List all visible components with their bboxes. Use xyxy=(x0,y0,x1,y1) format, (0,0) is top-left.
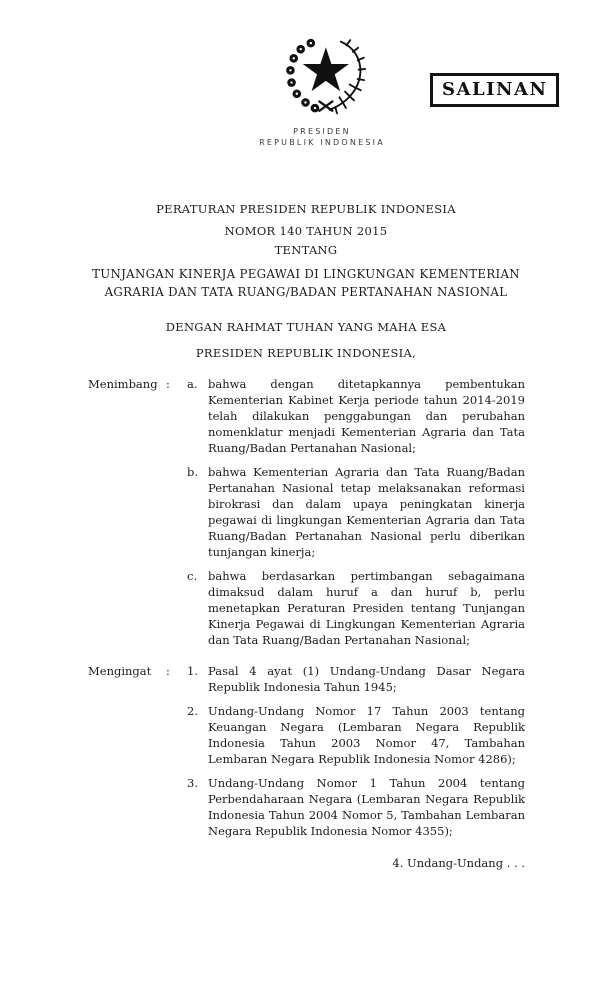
section-label: Mengingat xyxy=(88,664,152,678)
item-marker: 1. xyxy=(187,664,198,678)
title-block xyxy=(0,201,612,360)
section-colon: : xyxy=(166,377,170,391)
item-marker: 2. xyxy=(187,704,198,718)
regulation-subject-line1: TUNJANGAN KINERJA PEGAWAI DI LINGKUNGAN KEMENTERIAN xyxy=(92,267,520,281)
catchword: 4. Undang-Undang . . . xyxy=(392,856,525,870)
section-colon: : xyxy=(166,664,170,678)
salinan-stamp: SALINAN xyxy=(430,73,559,107)
recalling-item xyxy=(187,703,525,767)
section-considering xyxy=(88,376,525,656)
regulation-subject-line2: AGRARIA DAN TATA RUANG/BADAN PERTANAHAN NASIONAL xyxy=(104,285,508,299)
item-text: bahwa dengan ditetapkannya pembentukan Kementerian Kabinet Kerja periode tahun 2014-2019 telah dilakukan penggabungan dan perubahan nomenklatur menjadi Kementerian Agraria dan Tata Ruang/Badan Pertanahan Nasional; xyxy=(208,377,525,455)
document-body xyxy=(88,376,525,871)
considering-item xyxy=(187,376,525,456)
item-text: bahwa Kementerian Agraria dan Tata Ruang/Badan Pertanahan Nasional tetap melaksanakan reformasi birokrasi dan dalam upaya peningkatan kinerja pegawai di lingkungan Kementerian Agraria dan Tata Ruang/Badan Pertanahan Nasional perlu diberikan tunjangan kinerja; xyxy=(208,465,525,559)
considering-item xyxy=(187,568,525,648)
regulation-number: NOMOR 140 TAHUN 2015 xyxy=(224,224,388,238)
item-text: Undang-Undang Nomor 1 Tahun 2004 tentang Perbendaharaan Negara (Lembaran Negara Republik Indonesia Tahun 2004 Nomor 5, Tambahan Lembaran Negara Republik Indonesia Nomor 4355); xyxy=(208,776,525,838)
recalling-item xyxy=(187,775,525,839)
regulation-title: PERATURAN PRESIDEN REPUBLIK INDONESIA xyxy=(156,202,456,216)
enacting-authority-line: PRESIDEN REPUBLIK INDONESIA, xyxy=(195,346,417,360)
item-marker: b. xyxy=(187,465,199,479)
item-marker: c. xyxy=(187,569,198,583)
letterhead-line1: PRESIDEN xyxy=(293,127,351,136)
considering-item xyxy=(187,464,525,560)
recalling-item xyxy=(187,663,525,695)
presidential-seal-icon xyxy=(276,36,372,122)
star-wreath-icon xyxy=(276,36,372,122)
item-text: Undang-Undang Nomor 17 Tahun 2003 tentang Keuangan Negara (Lembaran Negara Republik Indonesia Tahun 2003 Nomor 47, Tambahan Lembaran Negara Republik Indonesia Nomor 4286); xyxy=(208,704,525,766)
item-text: bahwa berdasarkan pertimbangan sebagaimana dimaksud dalam huruf a dan huruf b, perlu menetapkan Peraturan Presiden tentang Tunjangan Kinerja Pegawai di Lingkungan Kementerian Agraria dan Tata Ruang/Badan Pertanahan Nasional; xyxy=(208,569,525,647)
invocation-line: DENGAN RAHMAT TUHAN YANG MAHA ESA xyxy=(165,320,447,334)
letterhead xyxy=(232,126,412,148)
section-items xyxy=(187,376,525,656)
section-label: Menimbang xyxy=(88,377,158,391)
section-items xyxy=(187,663,525,847)
regulation-about-label: TENTANG xyxy=(274,243,338,257)
letterhead-line2: REPUBLIK INDONESIA xyxy=(259,138,385,147)
section-recalling xyxy=(88,663,525,847)
item-text: Pasal 4 ayat (1) Undang-Undang Dasar Negara Republik Indonesia Tahun 1945; xyxy=(208,664,525,694)
item-marker: 3. xyxy=(187,776,198,790)
item-marker: a. xyxy=(187,377,198,391)
